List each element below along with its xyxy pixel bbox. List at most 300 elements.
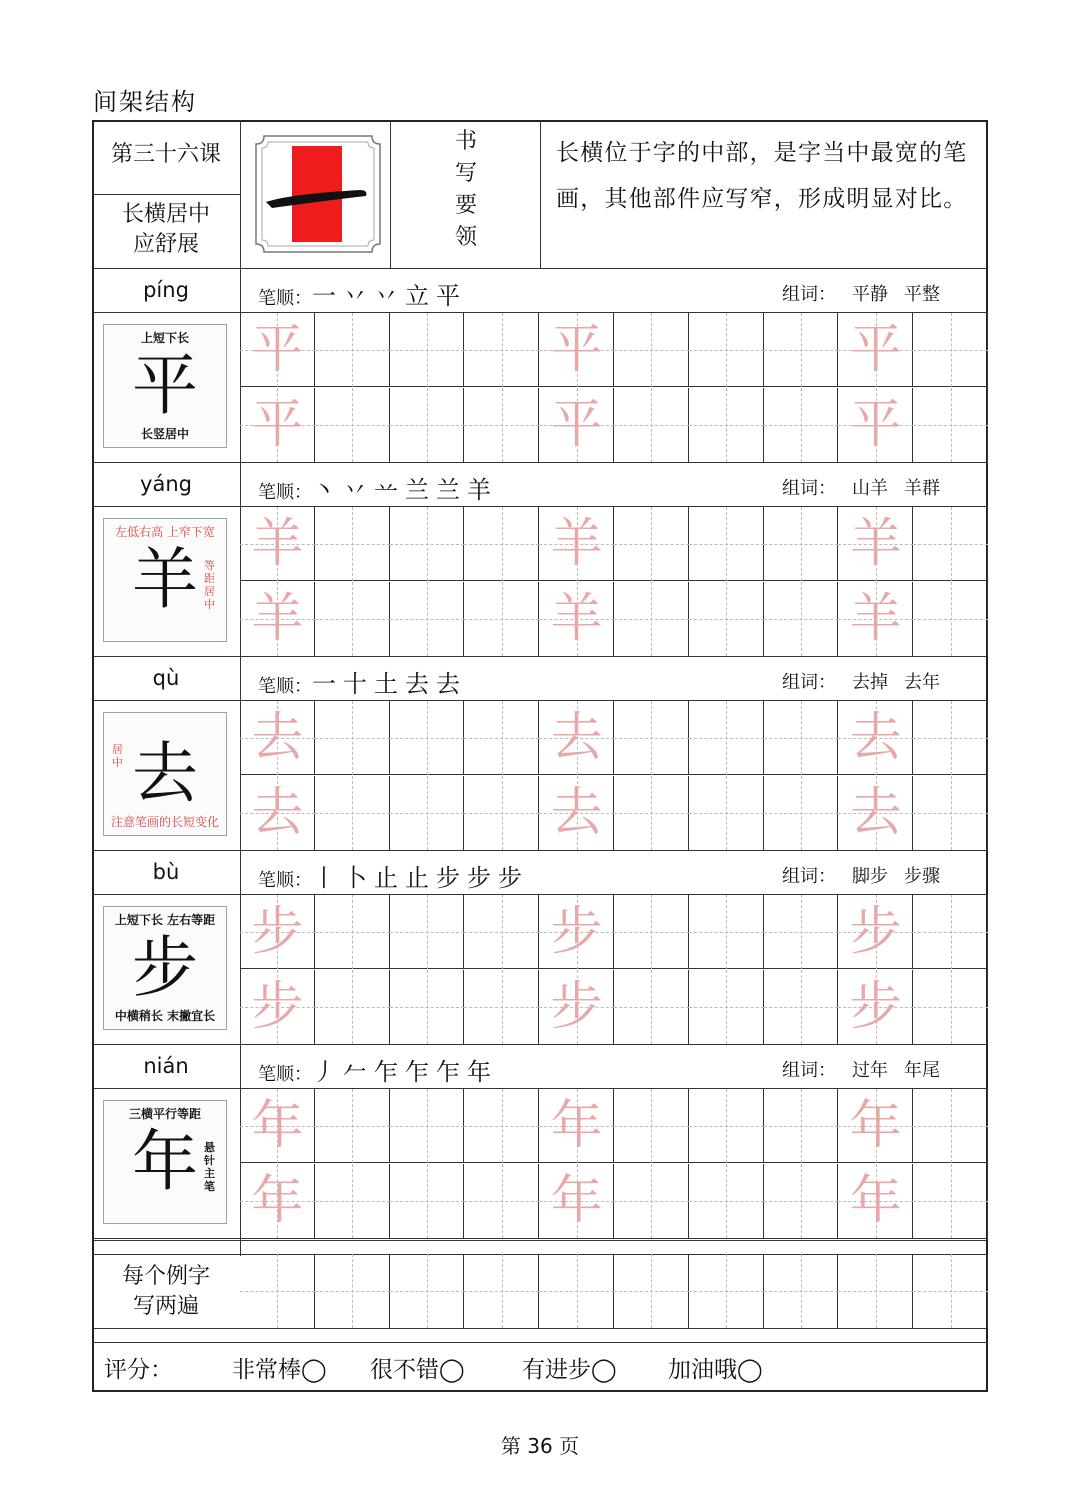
card-tip-top: 左低右高 上窄下宽 [115, 525, 215, 539]
practice-cell[interactable] [464, 895, 539, 969]
practice-cell[interactable] [240, 1254, 315, 1328]
practice-cell[interactable] [390, 1089, 465, 1163]
practice-cell[interactable] [614, 776, 689, 850]
practice-cell[interactable] [764, 388, 839, 462]
stroke-order-label: 笔顺： [258, 288, 312, 309]
guide-line [951, 507, 952, 581]
stroke-step: 兰 [436, 476, 461, 504]
practice-cell[interactable] [539, 776, 614, 850]
divider [92, 1328, 988, 1329]
guide-line [427, 895, 428, 969]
stroke-step: 乍 [374, 1058, 399, 1086]
trace-character: 平 [550, 394, 603, 455]
practice-cell[interactable] [614, 970, 689, 1044]
example-word: 去掉 [852, 672, 888, 693]
words-label: 组词： [782, 478, 836, 499]
practice-cell[interactable] [913, 970, 988, 1044]
guide-line [951, 1254, 952, 1328]
practice-cell[interactable] [240, 701, 315, 775]
practice-cell[interactable] [539, 895, 614, 969]
practice-cell[interactable] [913, 1089, 988, 1163]
practice-cell[interactable] [764, 895, 839, 969]
guide-line [951, 388, 952, 462]
lesson-title-line1: 长横居中 [121, 202, 210, 227]
stroke-order [258, 276, 467, 311]
stroke-order [258, 1052, 498, 1087]
guide-line [801, 388, 802, 462]
section-heading: 间架结构 [93, 88, 197, 116]
practice-cell[interactable] [838, 1089, 913, 1163]
practice-cell[interactable] [240, 776, 315, 850]
practice-cell[interactable] [315, 1164, 390, 1238]
page-number: 第 36 页 [500, 1434, 580, 1458]
stroke-step: 一 [312, 670, 337, 698]
practice-cell[interactable] [614, 1164, 689, 1238]
guide-line [502, 582, 503, 656]
practice-cell[interactable] [689, 776, 764, 850]
practice-cell[interactable] [838, 895, 913, 969]
practice-cell[interactable] [390, 507, 465, 581]
practice-cell[interactable] [240, 970, 315, 1044]
practice-cell[interactable] [240, 582, 315, 656]
guide-line [801, 507, 802, 581]
tips-char: 要 [454, 193, 477, 218]
guide-line [502, 1254, 503, 1328]
practice-cell[interactable] [390, 1254, 465, 1328]
guide-line [427, 1089, 428, 1163]
practice-cell[interactable] [464, 507, 539, 581]
stroke-steps [312, 864, 529, 892]
words-label: 组词： [782, 866, 836, 887]
practice-cell[interactable] [689, 1164, 764, 1238]
stroke-step: 丷 [343, 282, 368, 310]
score-option-excellent[interactable]: 非常棒◯ [232, 1357, 327, 1383]
practice-cell[interactable] [764, 1254, 839, 1328]
divider [92, 656, 988, 657]
example-word: 羊群 [904, 478, 940, 499]
guide-line [502, 701, 503, 775]
guide-line [427, 313, 428, 387]
model-character-card [103, 712, 227, 836]
example-word: 年尾 [904, 1060, 940, 1081]
divider [92, 1238, 988, 1239]
practice-cell[interactable] [689, 701, 764, 775]
divider [92, 1044, 988, 1045]
model-glyph: 羊 [132, 541, 198, 618]
practice-cell[interactable] [390, 776, 465, 850]
practice-cell[interactable] [614, 1089, 689, 1163]
practice-cell[interactable] [614, 313, 689, 387]
trace-character: 平 [849, 320, 902, 380]
pinyin: qù [152, 666, 180, 690]
practice-cell[interactable] [838, 507, 913, 581]
practice-cell[interactable] [764, 582, 839, 656]
divider [92, 462, 988, 463]
practice-cell[interactable] [764, 970, 839, 1044]
guide-line [726, 388, 727, 462]
practice-cell[interactable] [464, 970, 539, 1044]
practice-cell[interactable] [539, 701, 614, 775]
practice-cell[interactable] [689, 313, 764, 387]
word-examples [782, 668, 940, 694]
practice-cell[interactable] [913, 1164, 988, 1238]
guide-line [352, 970, 353, 1044]
model-character-card [103, 906, 227, 1030]
practice-cell[interactable] [689, 895, 764, 969]
guide-line [801, 582, 802, 656]
word-examples [782, 474, 940, 500]
practice-cell[interactable] [913, 507, 988, 581]
practice-cell[interactable] [464, 1089, 539, 1163]
trace-character: 平 [251, 320, 304, 380]
practice-cell[interactable] [315, 1254, 390, 1328]
guide-line [502, 895, 503, 969]
guide-line [427, 701, 428, 775]
practice-instruction [92, 1262, 240, 1322]
practice-cell[interactable] [539, 313, 614, 387]
stroke-icon-frame [250, 130, 386, 258]
guide-line [651, 895, 652, 969]
card-tip-bottom: 注意笔画的长短变化 [110, 815, 219, 829]
lesson-title-line2: 应舒展 [132, 232, 199, 257]
guide-line [951, 895, 952, 969]
card-tip-top: 上短下长 [140, 331, 189, 345]
guide-line [726, 1164, 727, 1238]
trace-character: 步 [550, 976, 603, 1037]
stroke-step: 丷 [374, 282, 399, 310]
practice-cell[interactable] [764, 1164, 839, 1238]
guide-line [801, 776, 802, 850]
word-examples [782, 1056, 940, 1082]
score-label: 评分： [104, 1357, 173, 1383]
guide-line [352, 895, 353, 969]
guide-line [951, 970, 952, 1044]
trace-character: 去 [849, 782, 902, 843]
guide-line [651, 507, 652, 581]
stroke-step: 丶 [312, 476, 337, 504]
guide-line [951, 701, 952, 775]
trace-character: 羊 [251, 588, 304, 649]
words-label: 组词： [782, 1060, 836, 1081]
left-column-divider [240, 120, 241, 1256]
guide-line [951, 313, 952, 387]
practice-cell[interactable] [838, 313, 913, 387]
guide-line [651, 970, 652, 1044]
practice-cell[interactable] [315, 313, 390, 387]
practice-cell[interactable] [838, 970, 913, 1044]
practice-cell[interactable] [913, 776, 988, 850]
model-glyph: 年 [132, 1123, 198, 1200]
practice-cell[interactable] [390, 701, 465, 775]
practice-cell[interactable] [315, 701, 390, 775]
trace-character: 去 [849, 708, 902, 768]
trace-character: 平 [251, 394, 304, 455]
practice-cell[interactable] [764, 701, 839, 775]
stroke-order [258, 858, 529, 893]
guide-line [801, 1254, 802, 1328]
guide-line [427, 582, 428, 656]
practice-cell[interactable] [539, 1089, 614, 1163]
practice-cell[interactable] [838, 388, 913, 462]
guide-line [427, 388, 428, 462]
stroke-step: 土 [374, 670, 399, 698]
pinyin: bù [152, 860, 180, 884]
guide-line [801, 701, 802, 775]
practice-cell[interactable] [315, 970, 390, 1044]
lesson-number: 第三十六课 [110, 142, 221, 167]
guide-line [951, 776, 952, 850]
practice-cell[interactable] [539, 582, 614, 656]
practice-cell[interactable] [240, 388, 315, 462]
practice-cell[interactable] [240, 895, 315, 969]
practice-cell[interactable] [464, 313, 539, 387]
stroke-steps [312, 282, 467, 310]
guide-line [726, 313, 727, 387]
card-tip-bottom: 中横稍长 末撇宜长 [114, 1009, 216, 1023]
practice-cell[interactable] [315, 895, 390, 969]
practice-cell[interactable] [240, 1089, 315, 1163]
practice-cell[interactable] [315, 1089, 390, 1163]
guide-line [651, 701, 652, 775]
guide-line [801, 1089, 802, 1163]
model-glyph: 去 [132, 735, 198, 812]
practice-cell[interactable] [464, 1254, 539, 1328]
trace-character: 年 [550, 1096, 603, 1156]
model-character-card [103, 1100, 227, 1224]
divider [92, 1240, 988, 1241]
practice-cell[interactable] [689, 970, 764, 1044]
guide-line [427, 507, 428, 581]
practice-cell[interactable] [913, 1254, 988, 1328]
stroke-step: 乍 [405, 1058, 430, 1086]
card-tip-top: 三横平行等距 [128, 1107, 201, 1121]
stroke-step: 卜 [343, 864, 368, 892]
trace-character: 步 [550, 902, 603, 962]
practice-cell[interactable] [689, 1089, 764, 1163]
practice-cell[interactable] [689, 388, 764, 462]
stroke-step: 兰 [405, 476, 430, 504]
practice-cell[interactable] [838, 701, 913, 775]
divider [390, 120, 391, 269]
guide-line [726, 970, 727, 1044]
guide-line [352, 507, 353, 581]
practice-cell[interactable] [390, 582, 465, 656]
stroke-step: 一 [312, 282, 337, 310]
guide-line [352, 388, 353, 462]
practice-cell[interactable] [913, 388, 988, 462]
guide-line [352, 313, 353, 387]
stroke-step: 平 [436, 282, 461, 310]
practice-cell[interactable] [539, 507, 614, 581]
divider [92, 1342, 988, 1343]
stroke-step: 去 [405, 670, 430, 698]
guide-line [651, 388, 652, 462]
stroke-step: 䒑 [374, 476, 399, 504]
trace-character: 去 [550, 782, 603, 843]
practice-cell[interactable] [464, 388, 539, 462]
practice-cell[interactable] [315, 507, 390, 581]
practice-cell[interactable] [539, 388, 614, 462]
example-word: 步骤 [904, 866, 940, 887]
stroke-step: 𠂉 [343, 1058, 368, 1086]
practice-cell[interactable] [614, 895, 689, 969]
practice-cell[interactable] [913, 701, 988, 775]
practice-cell[interactable] [913, 895, 988, 969]
practice-cell[interactable] [240, 313, 315, 387]
tips-char: 写 [454, 161, 477, 186]
guide-line [427, 776, 428, 850]
stroke-order-label: 笔顺： [258, 870, 312, 891]
practice-cell[interactable] [614, 582, 689, 656]
guide-line [427, 1254, 428, 1328]
practice-cell[interactable] [539, 1254, 614, 1328]
stroke-step: 步 [467, 864, 492, 892]
trace-character: 羊 [550, 588, 603, 649]
stroke-step: 去 [436, 670, 461, 698]
trace-character: 步 [251, 902, 304, 962]
score-option-very-good[interactable]: 很不错◯ [370, 1357, 465, 1383]
practice-cell[interactable] [315, 388, 390, 462]
tips-char: 领 [454, 225, 477, 250]
stroke-order [258, 664, 467, 699]
practice-cell[interactable] [464, 701, 539, 775]
trace-character: 羊 [849, 514, 902, 574]
practice-cell[interactable] [838, 582, 913, 656]
practice-cell[interactable] [539, 1164, 614, 1238]
trace-character: 年 [550, 1170, 603, 1231]
stroke-order-label: 笔顺： [258, 482, 312, 503]
trace-character: 羊 [849, 588, 902, 649]
guide-line [951, 1164, 952, 1238]
score-option-keep-going[interactable]: 加油哦◯ [668, 1357, 763, 1383]
practice-cell[interactable] [838, 1254, 913, 1328]
practice-cell[interactable] [390, 1164, 465, 1238]
practice-cell[interactable] [464, 582, 539, 656]
practice-cell[interactable] [689, 1254, 764, 1328]
card-tip-top: 上短下长 左右等距 [114, 913, 216, 927]
trace-character: 年 [849, 1096, 902, 1156]
practice-cell[interactable] [913, 582, 988, 656]
guide-line [502, 388, 503, 462]
horizontal-stroke-icon [250, 130, 386, 258]
practice-cell[interactable] [689, 582, 764, 656]
trace-character: 年 [251, 1170, 304, 1231]
guide-line [726, 701, 727, 775]
practice-cell[interactable] [464, 776, 539, 850]
practice-cell[interactable] [689, 507, 764, 581]
trace-character: 步 [849, 902, 902, 962]
guide-line [801, 970, 802, 1044]
practice-cell[interactable] [464, 1164, 539, 1238]
practice-cell[interactable] [764, 1089, 839, 1163]
stroke-order [258, 470, 498, 505]
pinyin: píng [143, 278, 189, 302]
guide-line [651, 1254, 652, 1328]
example-word: 平整 [904, 284, 940, 305]
practice-cell[interactable] [539, 970, 614, 1044]
guide-line [801, 1164, 802, 1238]
guide-line [352, 1089, 353, 1163]
guide-line [726, 895, 727, 969]
lesson-description: 长横位于字的中部，是字当中最宽的笔画，其他部件应写窄，形成明显对比。 [556, 140, 968, 212]
divider [92, 268, 988, 269]
trace-character: 平 [550, 320, 603, 380]
practice-cell[interactable] [390, 313, 465, 387]
stroke-step: 止 [405, 864, 430, 892]
guide-line [726, 776, 727, 850]
guide-line [726, 507, 727, 581]
stroke-step: 乍 [436, 1058, 461, 1086]
example-word: 过年 [852, 1060, 888, 1081]
practice-cell[interactable] [390, 895, 465, 969]
guide-line [352, 582, 353, 656]
guide-line [651, 776, 652, 850]
practice-cell[interactable] [764, 313, 839, 387]
practice-cell[interactable] [838, 1164, 913, 1238]
trace-character: 年 [849, 1170, 902, 1231]
practice-cell[interactable] [614, 1254, 689, 1328]
card-tip-side: 居中 [112, 743, 123, 769]
practice-cell[interactable] [614, 507, 689, 581]
writing-tips-label [392, 126, 540, 254]
guide-line [651, 313, 652, 387]
divider [92, 850, 988, 851]
practice-cell[interactable] [764, 776, 839, 850]
word-examples [782, 280, 940, 306]
guide-line [801, 895, 802, 969]
divider [92, 194, 240, 195]
practice-cell[interactable] [390, 388, 465, 462]
guide-line [352, 701, 353, 775]
pinyin: yáng [140, 472, 192, 496]
stroke-step: 丨 [312, 864, 337, 892]
practice-cell[interactable] [913, 313, 988, 387]
stroke-steps [312, 1058, 498, 1086]
stroke-steps [312, 476, 498, 504]
trace-character: 步 [251, 976, 304, 1037]
practice-cell[interactable] [614, 701, 689, 775]
practice-cell[interactable] [838, 776, 913, 850]
stroke-order-label: 笔顺： [258, 676, 312, 697]
guide-line [951, 582, 952, 656]
score-option-improving[interactable]: 有进步◯ [522, 1357, 617, 1383]
practice-cell[interactable] [240, 507, 315, 581]
guide-line [651, 1164, 652, 1238]
guide-line [502, 1164, 503, 1238]
guide-line [951, 1089, 952, 1163]
guide-line [277, 1254, 278, 1328]
words-label: 组词： [782, 672, 836, 693]
practice-cell[interactable] [764, 507, 839, 581]
stroke-step: 十 [343, 670, 368, 698]
practice-cell[interactable] [390, 970, 465, 1044]
practice-cell[interactable] [614, 388, 689, 462]
guide-line [801, 313, 802, 387]
trace-character: 平 [849, 394, 902, 455]
example-word: 平静 [852, 284, 888, 305]
guide-line [352, 1164, 353, 1238]
card-tip-side: 悬针主笔 [204, 1141, 215, 1193]
practice-cell[interactable] [315, 582, 390, 656]
trace-character: 羊 [550, 514, 603, 574]
stroke-step: 丿 [312, 1058, 337, 1086]
guide-line [726, 1089, 727, 1163]
model-glyph: 平 [132, 347, 198, 424]
guide-line [876, 1254, 877, 1328]
practice-cell[interactable] [315, 776, 390, 850]
stroke-step: 年 [467, 1058, 492, 1086]
practice-cell[interactable] [240, 1164, 315, 1238]
